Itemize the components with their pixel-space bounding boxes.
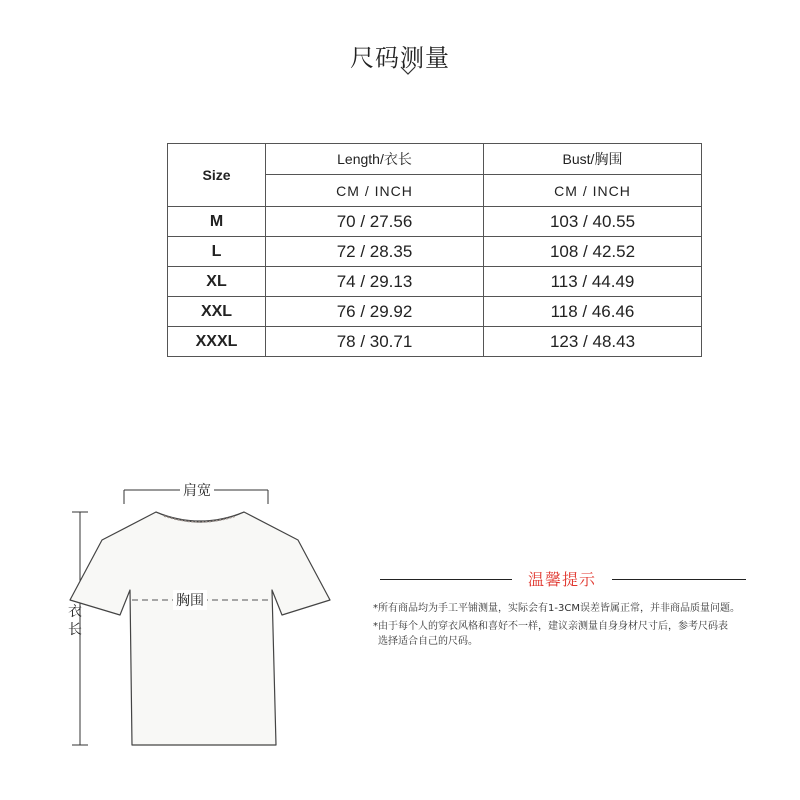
bust-cell: 123 / 48.43	[484, 327, 702, 357]
bust-cell: 108 / 42.52	[484, 237, 702, 267]
size-cell: L	[168, 237, 266, 267]
length-label: 衣长	[68, 604, 82, 638]
tips-body	[373, 601, 793, 652]
chest-label: 胸围	[173, 590, 207, 610]
length-unit-header: CM / INCH	[266, 175, 484, 207]
length-cell: 72 / 28.35	[266, 237, 484, 267]
bust-column-header: Bust/胸围	[484, 144, 702, 175]
size-cell: XXL	[168, 297, 266, 327]
tip-line-part: *由于每个人的穿衣风格和喜好不一样，建议亲测量自身身材尺寸后，参考尺码表	[373, 621, 728, 632]
length-cell: 70 / 27.56	[266, 207, 484, 237]
shoulder-width-label: 肩宽	[180, 480, 214, 500]
bust-unit-header: CM / INCH	[484, 175, 702, 207]
size-cell: XL	[168, 267, 266, 297]
tshirt-measurement-diagram	[60, 470, 360, 770]
size-cell: XXXL	[168, 327, 266, 357]
divider	[612, 579, 746, 580]
tip-line-part: 选择适合自己的尺码。	[378, 636, 478, 647]
divider	[380, 579, 512, 580]
tips-header	[380, 567, 746, 591]
tshirt-illustration	[60, 470, 360, 770]
table-row	[168, 327, 702, 357]
table-row	[168, 207, 702, 237]
chevron-down-icon	[400, 66, 416, 76]
size-cell: M	[168, 207, 266, 237]
tips-title: 温馨提示	[527, 570, 596, 589]
table-row	[168, 237, 702, 267]
size-column-header: Size	[168, 144, 266, 207]
tip-line: *所有商品均为手工平铺测量，实际会有1-3CM误差皆属正常，并非商品质量问题。	[373, 603, 740, 614]
bust-cell: 103 / 40.55	[484, 207, 702, 237]
length-cell: 78 / 30.71	[266, 327, 484, 357]
bust-cell: 118 / 46.46	[484, 297, 702, 327]
page-title: 尺码测量	[350, 44, 450, 72]
size-chart-table	[167, 143, 702, 357]
length-cell: 74 / 29.13	[266, 267, 484, 297]
bust-cell: 113 / 44.49	[484, 267, 702, 297]
table-row	[168, 297, 702, 327]
tip-line	[373, 619, 793, 649]
table-row	[168, 267, 702, 297]
length-cell: 76 / 29.92	[266, 297, 484, 327]
length-column-header: Length/衣长	[266, 144, 484, 175]
